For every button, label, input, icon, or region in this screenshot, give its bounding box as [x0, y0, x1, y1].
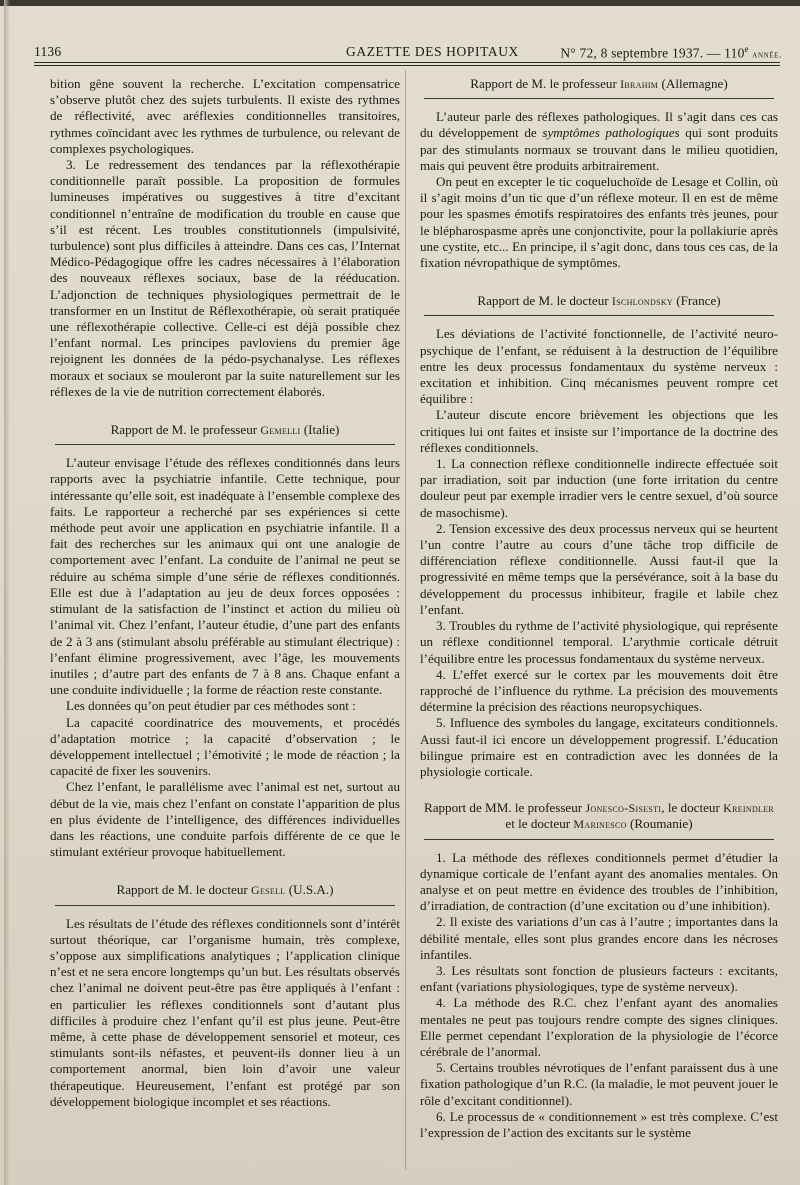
paragraph: 1. La connection réflexe conditionnelle indirecte effectuée soit par irradiation, soit par induction (une forte irritation du centre douleur peut par exemple irradier vers le centre sexuel, d’où source de masochisme). [420, 456, 778, 520]
heading-country: (Roumanie) [630, 816, 693, 832]
section-heading-ischlondsky [420, 293, 778, 309]
heading-prefix: Rapport de M. le docteur [116, 882, 248, 898]
author-name: Ibrahim [620, 77, 659, 91]
heading-country: (Allemagne) [661, 76, 728, 91]
paragraph: 3. Le redressement des tendances par la réflexothérapie conditionnelle paraît possible. La proposition de formules lumineuses impératives ou suggestives à titre d’excitant conditionnel n’entraîne de modification du trouble en cause que s’il est récent. Les troubles constitutionnels (impulsivité, turbulence) sont plus difficiles à atteindre. Dans ces cas, l’Internat Médico-Pédagogique offre les cadres nécessaires à l’élaboration des nouveaux réflexes sociaux, base de la rééducation. L’adjonction de techniques physiologiques permettrait de le transformer en un Institut de Réflexothérapie, où serait pratiquée une réflexothérapie collective. Celle-ci est déjà possible chez l’enfant normal. Les principes pavloviens du premier âge rejoignent les données de la pédo-psychanalyse. Les réflexes moraux et sociaux se mouleront par la suite naturellement sur les réflexes de la vie de nutrition correctement élaborés. [50, 157, 400, 399]
paragraph: 6. Le processus de « conditionnement » est très complexe. C’est l’expression de l’action des excitants sur le système [420, 1108, 778, 1140]
running-header [26, 40, 782, 62]
heading-country: (U.S.A.) [288, 882, 334, 898]
issue-date: N° 72, 8 septembre 1937. — 110 [560, 45, 745, 61]
issue-info [560, 44, 782, 62]
paragraph: La capacité coordinatrice des mouvements, et procédés d’adaptation motrice ; la capacité d’observation ; le développement intellectuel ; l’émotivité ; le mode de réaction ; la capacité de fixer les souvenirs. [50, 714, 400, 779]
paragraph: 3. Troubles du rythme de l’activité physiologique, qui représente un réflexe conditionnel temporal. L’arythmie corticale détruit l’équilibre entre les processus fondamentaux du système nerveux. [420, 618, 778, 666]
page-number: 1136 [34, 44, 62, 59]
header-rule-top [34, 62, 780, 63]
paragraph [420, 109, 778, 174]
paragraph: Les résultats de l’étude des réflexes conditionnels sont d’intérêt surtout théorique, car l’organisme humain, très complexe, s’oppose aux simplifications analytiques ; l’application clinique n’est et ne sera encore longtemps qu’un but. Les résultats observés chez l’animal ne doivent peut-être pas être appliqués à l’enfant : en particulier les réflexes conditionnels sont d’autant plus difficiles à produire chez l’enfant qu’il est plus jeune. Peut-être même, à cette phase de développement sensoriel et moteur, ces stimulants sont-ils néfastes, et peuvent-ils donner lieu à un comportement anormal, bien loin d’avoir une valeur thérapeutique. Heureusement, l’enfant est protégé par son développement biologique incomplet et ses réactions. [50, 915, 400, 1109]
paragraph: Les déviations de l’activité fonctionnelle, de l’activité neuro-psychique de l’enfant, se réduisent à la destruction de l’équilibre entre les deux processus fondamentaux du système nerveux : excitation et inhibition. Cinq mécanismes peuvent rompre cet équilibre : [420, 326, 778, 407]
heading-connector: et le docteur [505, 816, 571, 832]
paragraph: 1. La méthode des réflexes conditionnels permet d’étudier la dynamique corticale de l’enfant ayant des anomalies mentales. On analyse et on peut mettre en évidence des troubles de l’inhibition, d’irradiation, de contraction (d’une excitation ou d’une inhibition). [420, 849, 778, 914]
emphasis-text: symptômes pathologiques [542, 125, 680, 141]
paragraph: Chez l’enfant, le parallélisme avec l’animal est net, surtout au début de la vie, mais chez l’enfant on constate l’apparition de plus en plus évidente de l’intelligence, des différences individuelles dans les réactions, une conduite parfois différente de ce que le stimulant extérieur provoque habituellement. [50, 779, 400, 860]
author-name: Gesell [251, 883, 286, 898]
binding-shadow [4, 0, 10, 1185]
heading-rule [55, 905, 395, 906]
issue-superscript: e [744, 44, 749, 54]
author-name: Marinesco [573, 817, 627, 832]
page-top-edge [0, 0, 800, 6]
author-name: Ischlondsky [611, 294, 673, 309]
author-name: Jonesco-Sisesti [585, 801, 662, 816]
left-column [50, 76, 400, 1110]
heading-prefix: Rapport de M. le professeur [110, 422, 258, 438]
paragraph: 4. L’effet exercé sur le cortex par les mouvements doit être rapproché de l’influence du rythme. La précision des mouvements détermine la précision des réactions neuropsychiques. [420, 666, 778, 715]
issue-year-label: année. [752, 50, 782, 61]
paragraph: 3. Les résultats sont fonction de plusieurs facteurs : excitants, enfant (variations physiologiques, type de système nerveux). [420, 962, 778, 995]
author-name: Kreindler [723, 801, 775, 816]
heading-rule [424, 839, 774, 840]
paragraph: 5. Influence des symboles du langage, excitateurs conditionnels. Aussi faut-il ici encore un développement progressif. L’éducation bilingue primaire est en contradiction avec les données de la physiologie corticale. [420, 715, 778, 779]
heading-rule [424, 315, 774, 316]
heading-connector: , le docteur [661, 800, 720, 816]
right-column [420, 76, 778, 1141]
paragraph: On peut en excepter le tic coqueluchoïde de Lesage et Collin, où il s’agit moins d’un tic que d’un réflexe moteur. Il en est de même pour les spasmes émotifs respiratoires des enfants très jeunes, pour le blépharospasme après une conjonctivite, pour la pollakiurie après une cystite, etc... En principe, il s’agit donc, dans tous ces cas, de la fixation névropathique de symptômes. [420, 174, 778, 271]
paragraph: 2. Tension excessive des deux processus nerveux qui se heurtent l’un contre l’autre au cours d’une tâche trop difficile de différenciation réflexe conditionnelle. Aussi faut-il que la progressivité en même temps que la persévérance, soit à la base du développement du processus inhibiteur, fragile et labile chez l’enfant. [420, 520, 778, 617]
column-divider [405, 70, 406, 1170]
paragraph: Les données qu’on peut étudier par ces méthodes sont : [66, 698, 356, 714]
heading-country: (France) [676, 293, 721, 309]
paragraph: 2. Il existe des variations d’un cas à l’autre ; importantes dans la débilité mentale, elles sont plus grandes encore dans les nécroses infantiles. [420, 914, 778, 962]
heading-country: (Italie) [303, 422, 340, 438]
heading-prefix: Rapport de MM. le professeur [423, 800, 583, 816]
section-heading-romania [420, 800, 778, 832]
header-rule-bottom [34, 65, 780, 66]
heading-rule [55, 444, 395, 445]
section-heading-gesell [50, 882, 400, 898]
paragraph: 4. La méthode des R.C. chez l’enfant ayant des anomalies mentales ne peut pas toujours rendre compte des signes cliniques. Elle permet cependant l’exploration de la physiologie de l’écorce cérébrale de l’anormal. [420, 995, 778, 1059]
paragraph: L’auteur discute encore brièvement les objections que les critiques lui ont faites et insiste sur l’importance de la doctrine des réflexes conditionnels. [420, 407, 778, 455]
heading-rule [424, 98, 774, 99]
text-run: qui sont produits par des stimulants normaux se trouvant dans le milieu quotidien, mais qui peuvent être produits arbitrairement. [420, 125, 778, 173]
journal-title: GAZETTE DES HOPITAUX [346, 44, 519, 59]
section-heading-ibrahim [420, 76, 778, 92]
section-heading-gemelli [50, 422, 400, 438]
text-run: L’auteur parle des réflexes pathologiques. Il s’agit dans ces cas du développement de [420, 109, 778, 141]
paragraph: 5. Certains troubles névrotiques de l’enfant paraissent dus à une fixation pathologique d’un R.C. (la maladie, le mot peuvent jouer le rôle d’excitant conditionnel). [420, 1060, 778, 1108]
heading-prefix: Rapport de M. le professeur [470, 76, 617, 91]
heading-prefix: Rapport de M. le docteur [477, 293, 609, 309]
paragraph: bition gêne souvent la recherche. L’excitation compensatrice s’observe plutôt chez des sujets turbulents. Il existe des rythmes de réflectivité, avec aréflexies conditionnelles transitoires, rythmes coïncidant avec les rythmes de turbulence, ou relevant de complexes psychologiques. [50, 76, 400, 156]
paragraph: L’auteur envisage l’étude des réflexes conditionnés dans leurs rapports avec la psychiatrie infantile. Cette technique, pour intéressante qu’elle soit, est inadéquate à l’ensemble complexe des faits. Le rapporteur a recherché par ses expériences si cette méthode peut avoir une application en psychiatrie infantile. Il a fait des recherches sur les animaux qui ont une analogie de comportement avec l’enfant. La conduite de l’animal ne peut se réduire au schéma simple d’une série de réflexes conditionnés. Elle est due à l’adaptation au jeu de deux forces opposées : stimulant de la satisfaction de l’instinct et action du milieu où l’animal vit. Chez l’enfant, l’auteur étudie, d’une part des enfants de 2 à 3 ans (stimulant absolu préférable au stimulant électrique) : l’enfant élimine progressivement, avec l’âge, les mouvements inutiles ; d’autre part des enfants de 7 à 8 ans. Chaque enfant a une conduite individuelle ; la forme de réaction reste constante. [50, 455, 400, 698]
author-name: Gemelli [260, 423, 301, 438]
